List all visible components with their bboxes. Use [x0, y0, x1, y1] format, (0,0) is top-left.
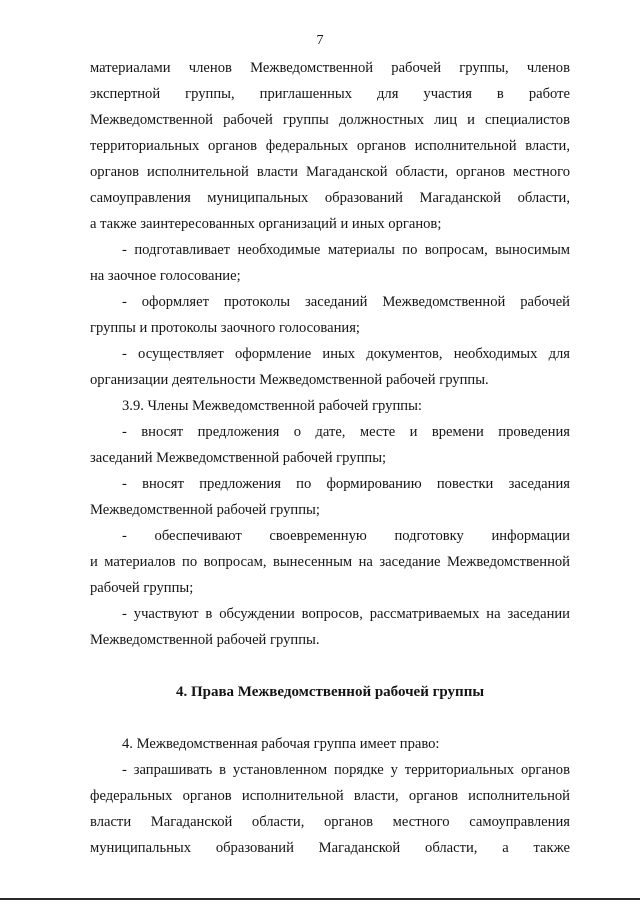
text-line: власти Магаданской области, органов местного самоуправления	[90, 814, 570, 830]
section-spacer	[90, 705, 570, 731]
text-line: территориальных органов федеральных органов исполнительной власти,	[90, 138, 570, 154]
section-spacer	[90, 653, 570, 679]
text-line: - вносят предложения о дате, месте и времени проведения	[122, 424, 570, 440]
text-line: 4. Межведомственная рабочая группа имеет право:	[122, 736, 440, 752]
text-line: - подготавливает необходимые материалы по вопросам, выносимым	[122, 242, 570, 258]
section-heading: 4. Права Межведомственной рабочей группы	[175, 684, 485, 700]
text-line: Межведомственной рабочей группы должностных лиц и специалистов	[90, 112, 570, 128]
text-line: 3.9. Члены Межведомственной рабочей группы:	[122, 398, 422, 414]
text-line: группы и протоколы заочного голосования;	[90, 320, 360, 336]
text-line: - участвуют в обсуждении вопросов, рассматриваемых на заседании	[122, 606, 570, 622]
text-line: и материалов по вопросам, вынесенным на заседание Межведомственной	[90, 554, 570, 570]
text-line: заседаний Межведомственной рабочей группы;	[90, 450, 387, 466]
text-line: федеральных органов исполнительной власти, органов исполнительной	[90, 788, 570, 804]
text-line: а также заинтересованных организаций и иных органов;	[90, 216, 442, 232]
text-line: на заочное голосование;	[90, 268, 241, 284]
text-line: - запрашивать в установленном порядке у территориальных органов	[122, 762, 570, 778]
page-bottom-edge	[0, 898, 640, 900]
text-line: Межведомственной рабочей группы;	[90, 502, 320, 518]
text-line: организации деятельности Межведомственной рабочей группы.	[90, 372, 489, 388]
text-line: Межведомственной рабочей группы.	[90, 632, 320, 648]
document-body	[90, 55, 570, 861]
text-line: - вносят предложения по формированию повестки заседания	[122, 476, 570, 492]
text-line: - обеспечивают своевременную подготовку информации	[122, 528, 570, 544]
text-line: экспертной группы, приглашенных для участия в работе	[90, 86, 570, 102]
text-line: - осуществляет оформление иных документов, необходимых для	[122, 346, 570, 362]
text-line: самоуправления муниципальных образований Магаданской области,	[90, 190, 570, 206]
text-line: материалами членов Межведомственной рабочей группы, членов	[90, 60, 570, 76]
page-number: 7	[316, 33, 324, 48]
text-line: рабочей группы;	[90, 580, 194, 596]
text-line: муниципальных образований Магаданской области, а также	[90, 840, 570, 856]
text-line: - оформляет протоколы заседаний Межведомственной рабочей	[122, 294, 570, 310]
text-line: органов исполнительной власти Магаданской области, органов местного	[90, 164, 570, 180]
